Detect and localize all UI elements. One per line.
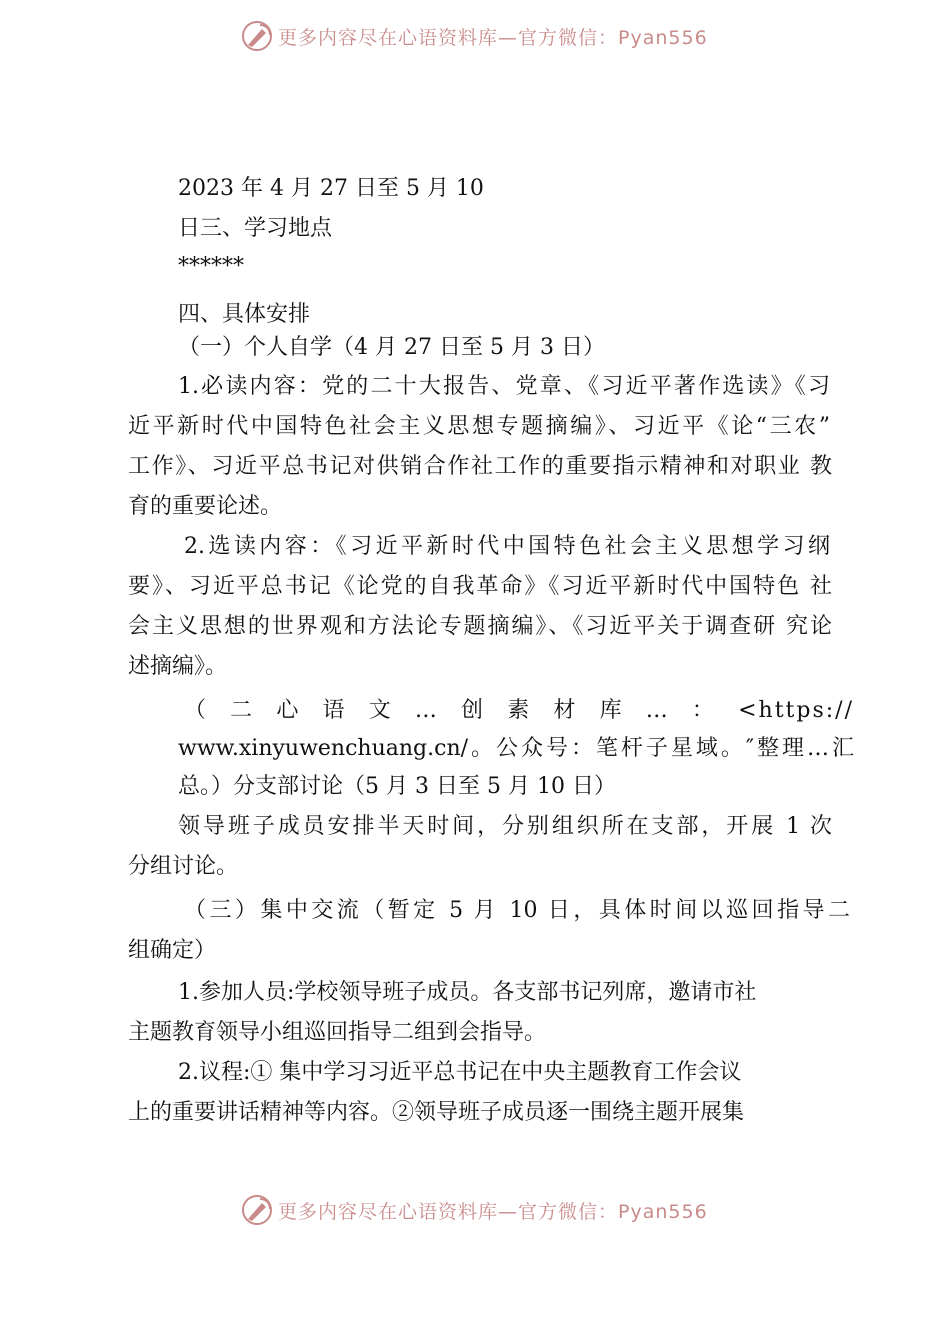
text-line: 总。）分支部讨论（5 月 3 日至 5 月 10 日） <box>178 774 616 799</box>
section-heading: 四、具体安排 <box>178 302 311 327</box>
header-banner <box>240 16 708 56</box>
text-line: 近平新时代中国特色社会主义思想专题摘编》、习近平《论“三农” <box>128 414 830 439</box>
text-line: 2.选读内容：《习近平新时代中国特色社会主义思想学习纲 <box>184 534 830 559</box>
text-line: 主题教育领导小组巡回指导二组到会指导。 <box>128 1020 547 1045</box>
text-line: 要》、习近平总书记《论党的自我革命》《习近平新时代中国特色 社 <box>128 574 832 599</box>
text-line: 工作》、习近平总书记对供销合作社工作的重要指示精神和对职业 教 <box>128 454 832 479</box>
text-line: 述摘编》。 <box>128 654 228 679</box>
text-line: 会主义思想的世界观和方法论专题摘编》、《习近平关于调查研 究论 <box>128 614 832 639</box>
text-line: 分组讨论。 <box>128 854 239 879</box>
text-line: 领导班子成员安排半天时间，分别组织所在支部，开展 1 次 <box>178 814 832 839</box>
text-line: （二心语文…创素材库…：<https:// <box>184 698 854 723</box>
text-line: 1.参加人员:学校领导班子成员。各支部书记列席，邀请市社 <box>178 980 757 1005</box>
text-line: 2023 年 4 月 27 日至 5 月 10 <box>178 176 484 201</box>
footer-banner <box>240 1190 708 1230</box>
text-line: www.xinyuwenchuang.cn/。公众号：笔杆子星域。″整理…汇 <box>178 736 854 761</box>
text-line: 组确定） <box>128 938 217 963</box>
text-line: 上的重要讲话精神等内容。②领导班子成员逐一围绕主题开展集 <box>128 1100 745 1125</box>
text-line: 1.必读内容：党的二十大报告、党章、《习近平著作选读》《习 <box>178 374 830 399</box>
footer-banner-text: 更多内容尽在心语资料库—官方微信：Pyan556 <box>278 1200 708 1223</box>
text-line: 育的重要论述。 <box>128 494 283 519</box>
subsection-heading: （三）集中交流（暂定 5 月 10 日，具体时间以巡回指导二 <box>184 898 850 923</box>
pen-logo-icon <box>240 1193 274 1227</box>
text-line: ****** <box>178 254 244 279</box>
subsection-heading: （一）个人自学（4 月 27 日至 5 月 3 日） <box>178 335 605 360</box>
header-banner-text: 更多内容尽在心语资料库—官方微信：Pyan556 <box>278 26 708 49</box>
text-line: 日三、学习地点 <box>178 216 333 241</box>
pen-logo-icon <box>240 19 274 53</box>
text-line: 2.议程:① 集中学习习近平总书记在中央主题教育工作会议 <box>178 1060 742 1085</box>
